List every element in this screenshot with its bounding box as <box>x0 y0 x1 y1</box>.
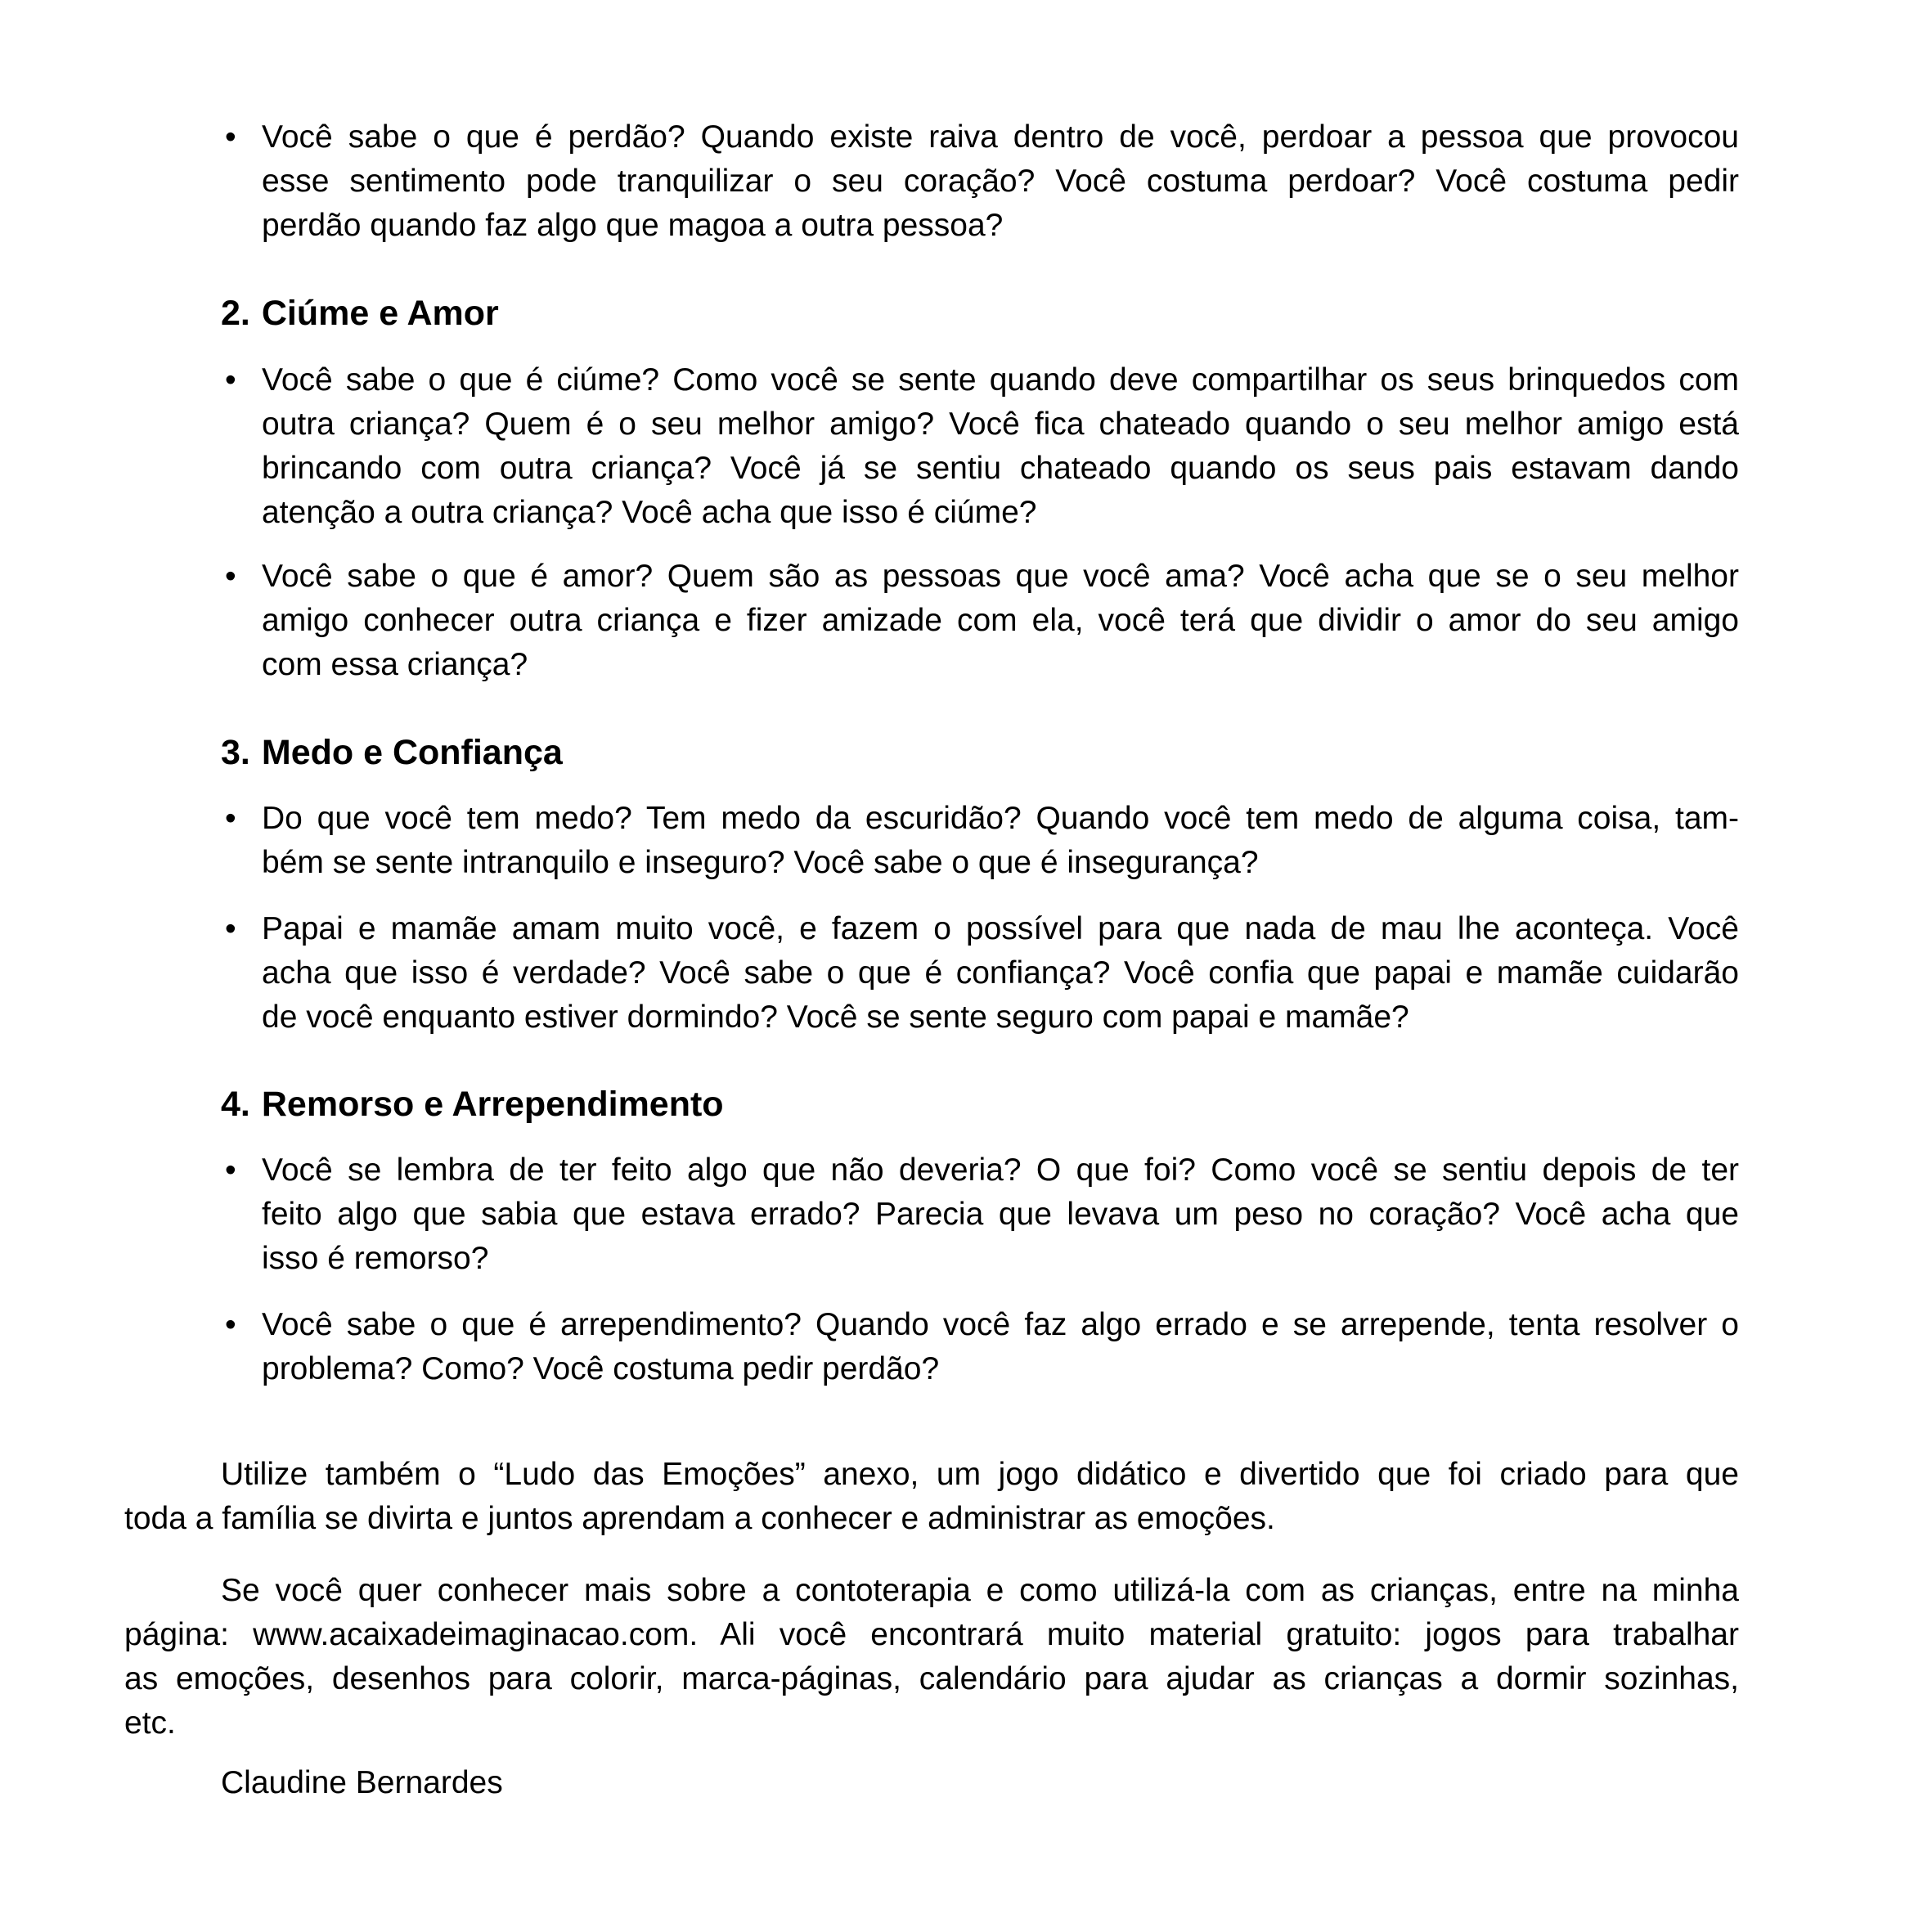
text-line: Do que você tem medo? Tem medo da escuridão? Quando você tem medo de alguma coisa, tam- <box>262 801 1739 836</box>
section-heading <box>221 729 1775 776</box>
text-line: as emoções, desenhos para colorir, marca-páginas, calendário para ajudar as crianças a dormir sozinhas, <box>124 1661 1739 1696</box>
text-line: acha que isso é verdade? Você sabe o que é confiança? Você confia que papai e mamãe cuidarão <box>262 955 1739 991</box>
section-number: 2. <box>221 294 250 333</box>
section-number: 3. <box>221 733 250 772</box>
text-line: outra criança? Quem é o seu melhor amigo? Você fica chateado quando o seu melhor amigo está <box>262 407 1739 442</box>
bullet-icon: • <box>225 1307 236 1342</box>
section-title: Ciúme e Amor <box>261 294 499 333</box>
text-line: perdão quando faz algo que magoa a outra pessoa? <box>262 208 1004 243</box>
text-line: Você sabe o que é amor? Quem são as pessoas que você ama? Você acha que se o seu melhor <box>262 559 1739 594</box>
paragraph <box>124 1453 1739 1541</box>
list-item <box>225 555 1739 687</box>
section-title: Remorso e Arrependimento <box>261 1085 724 1124</box>
text-line: Você sabe o que é arrependimento? Quando você faz algo errado e se arrepende, tenta resolver o <box>262 1307 1739 1342</box>
bullet-icon: • <box>225 911 236 946</box>
text-line: bém se sente intranquilo e inseguro? Você sabe o que é insegurança? <box>262 845 1259 880</box>
paragraph <box>124 1569 1739 1746</box>
text-line: etc. <box>124 1705 176 1741</box>
text-line: Papai e mamãe amam muito você, e fazem o possível para que nada de mau lhe aconteça. Você <box>262 911 1739 946</box>
list-item <box>225 358 1739 535</box>
list-item <box>225 115 1739 248</box>
text-line: toda a família se divirta e juntos aprendam a conhecer e administrar as emoções. <box>124 1501 1275 1536</box>
list-item <box>225 797 1739 885</box>
text-line: com essa criança? <box>262 647 528 682</box>
text-line: Se você quer conhecer mais sobre a contoterapia e como utilizá-la com as crianças, entre na minha <box>221 1573 1739 1608</box>
text-line: feito algo que sabia que estava errado? Parecia que levava um peso no coração? Você acha que <box>262 1197 1739 1232</box>
text-line: de você enquanto estiver dormindo? Você se sente seguro com papai e mamãe? <box>262 1000 1409 1035</box>
list-item <box>225 1303 1739 1391</box>
text-line: esse sentimento pode tranquilizar o seu coração? Você costuma perdoar? Você costuma pedir <box>262 164 1739 199</box>
section-number: 4. <box>221 1085 250 1124</box>
signature <box>221 1761 1202 1805</box>
bullet-icon: • <box>225 801 236 836</box>
list-item <box>225 1148 1739 1281</box>
bullet-icon: • <box>225 119 236 155</box>
text-line: atenção a outra criança? Você acha que isso é ciúme? <box>262 495 1037 530</box>
text-line: amigo conhecer outra criança e fizer amizade com ela, você terá que dividir o amor do seu amigo <box>262 603 1739 638</box>
bullet-icon: • <box>225 362 236 398</box>
section-title: Medo e Confiança <box>261 733 563 772</box>
text-line: Você sabe o que é ciúme? Como você se sente quando deve compartilhar os seus brinquedos com <box>262 362 1739 398</box>
section-heading <box>221 290 1775 337</box>
bullet-icon: • <box>225 559 236 594</box>
text-line: Utilize também o “Ludo das Emoções” anexo, um jogo didático e divertido que foi criado para que <box>221 1457 1739 1492</box>
text-line: problema? Como? Você costuma pedir perdão? <box>262 1351 940 1386</box>
text-line: brincando com outra criança? Você já se sentiu chateado quando os seus pais estavam dando <box>262 451 1739 486</box>
text-line: Claudine Bernardes <box>221 1765 503 1800</box>
list-item <box>225 907 1739 1040</box>
text-line: Você sabe o que é perdão? Quando existe raiva dentro de você, perdoar a pessoa que provocou <box>262 119 1739 155</box>
text-line: Você se lembra de ter feito algo que não deveria? O que foi? Como você se sentiu depois de ter <box>262 1152 1739 1188</box>
text-line: página: www.acaixadeimaginacao.com. Ali você encontrará muito material gratuito: jogos para trabalhar <box>124 1617 1739 1652</box>
section-heading <box>221 1081 1775 1128</box>
text-line: isso é remorso? <box>262 1241 489 1276</box>
bullet-icon: • <box>225 1152 236 1188</box>
